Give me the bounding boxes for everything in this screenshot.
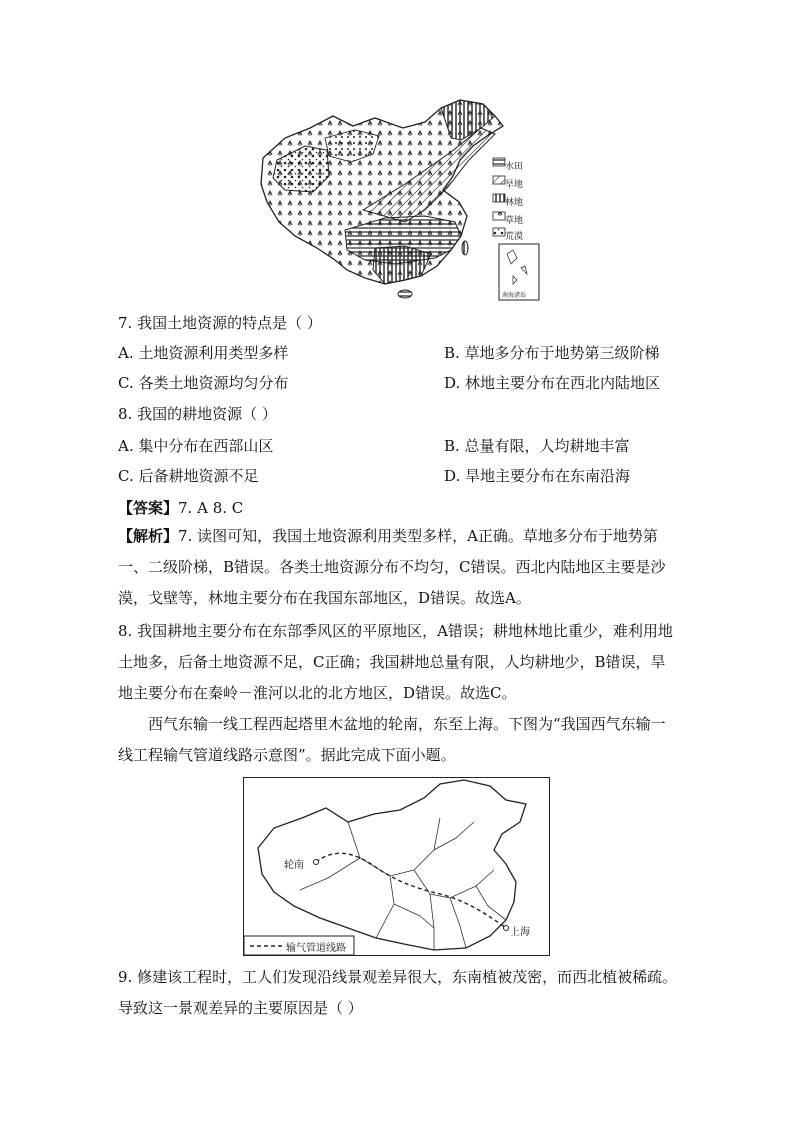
q8-option-a: A. 集中分布在西部山区 [118, 437, 274, 455]
label-lunnan: 轮南 [284, 860, 304, 871]
q8-stem: 8. 我国的耕地资源（ ） [118, 405, 277, 423]
legend-pipeline: 输气管道线路 [286, 943, 346, 954]
legend-paddy: 水田 [505, 162, 524, 172]
q7-option-a: A. 土地资源利用类型多样 [118, 344, 289, 362]
q7-option-d: D. 林地主要分布在西北内陆地区 [444, 374, 661, 392]
hainan-island [398, 290, 412, 298]
analysis-q7 [118, 521, 678, 614]
q7-option-b: B. 草地多分布于地势第三级阶梯 [444, 344, 660, 362]
q8-option-c: C. 后备耕地资源不足 [118, 467, 259, 485]
q8-option-b: B. 总量有限，人均耕地丰富 [444, 437, 630, 455]
legend-forest: 林地 [505, 198, 524, 208]
q9-stem: 9. 修建该工程时，工人们发现沿线景观差异很大，东南植被茂密，而西北植被稀疏。导致这一景观差异的主要原因是（ ） [118, 968, 678, 1017]
answer-line [118, 498, 243, 518]
lunnan-marker [314, 860, 319, 865]
label-shanghai: 上海 [510, 927, 530, 938]
pipeline-route [316, 853, 506, 928]
shanghai-marker [504, 926, 509, 931]
q8-option-d: D. 旱地主要分布在东南沿海 [444, 467, 631, 485]
forest-region-se [373, 246, 431, 284]
answer-text: 7. A 8. C [178, 499, 244, 517]
province-boundaries [300, 818, 506, 950]
q7-stem: 7. 我国土地资源的特点是（ ） [118, 314, 322, 332]
legend-dryland: 旱地 [505, 180, 524, 190]
analysis-q8: 8. 我国耕地主要分布在东部季风区的平原地区，A错误；耕地林地比重少，难利用地土地多，后备土地资源不足，C正确；我国耕地总量有限，人均耕地少，B错误，旱地主要分布在秦岭－淮河以北的北方地区，D错误。故选C。 [118, 622, 673, 702]
taiwan-island [462, 241, 468, 255]
land-use-map [255, 98, 545, 303]
inset-label: 南海诸岛 [502, 292, 527, 299]
analysis-q7-text: 7. 读图可知，我国土地资源利用类型多样，A正确。草地多分布于地势第一、二级阶梯，B错误。各类土地资源分布不均匀，C错误。西北内陆地区主要是沙漠，戈壁等，林地主要分布在我国东部地区，D错误。故选A。 [118, 527, 666, 607]
answer-tag: 【答案】 [118, 499, 179, 517]
map1-legend [493, 158, 505, 236]
analysis-tag: 【解析】 [118, 527, 179, 545]
q7-option-c: C. 各类土地资源均匀分布 [118, 374, 289, 392]
legend-desert: 荒漠 [505, 232, 524, 242]
intro-paragraph: 西气东输一线工程西起塔里木盆地的轮南，东至上海。下图为“我国西气东输一线工程输气管道线路示意图”。据此完成下面小题。 [118, 715, 666, 764]
legend-grass: 草地 [505, 216, 524, 226]
